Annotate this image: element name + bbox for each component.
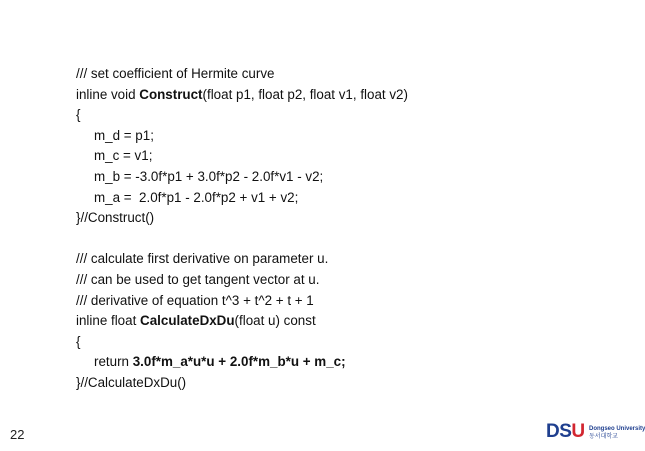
university-logo bbox=[546, 421, 645, 445]
return-expression: 3.0f*m_a*u*u + 2.0f*m_b*u + m_c; bbox=[132, 354, 346, 370]
code-line-blank bbox=[76, 229, 408, 250]
logo-letter-u: U bbox=[571, 421, 585, 442]
logo-letters bbox=[546, 421, 585, 443]
code-line bbox=[76, 85, 408, 106]
code-listing bbox=[76, 64, 408, 394]
function-name-construct: Construct bbox=[139, 86, 203, 102]
code-text: { bbox=[76, 333, 81, 349]
code-line bbox=[76, 373, 408, 394]
code-text: m_b = -3.0f*p1 + 3.0f*p2 - 2.0f*v1 - v2; bbox=[94, 168, 324, 184]
code-text: }//Construct() bbox=[76, 210, 155, 226]
page-number: 22 bbox=[10, 427, 25, 442]
code-line bbox=[76, 208, 408, 229]
comment-text: /// can be used to get tangent vector at u. bbox=[76, 271, 320, 287]
code-line bbox=[76, 188, 408, 209]
code-text: inline void bbox=[76, 86, 140, 102]
comment-text: /// derivative of equation t^3 + t^2 + t + 1 bbox=[76, 292, 314, 308]
logo-university-name-korean: 동서대학교 bbox=[589, 434, 618, 440]
comment-text: /// set coefficient of Hermite curve bbox=[76, 66, 275, 81]
logo-university-name: Dongseo University bbox=[589, 426, 645, 432]
code-line bbox=[76, 105, 408, 126]
logo-letter-d: D bbox=[546, 421, 560, 442]
code-text: inline float bbox=[76, 313, 141, 329]
code-line bbox=[76, 146, 408, 167]
code-text: m_c = v1; bbox=[94, 148, 153, 164]
code-line bbox=[76, 270, 408, 291]
logo-letter-s: S bbox=[559, 421, 572, 442]
code-line bbox=[76, 126, 408, 147]
code-text: return bbox=[94, 354, 133, 370]
code-text: (float p1, float p2, float v1, float v2) bbox=[202, 86, 408, 102]
code-line bbox=[76, 332, 408, 353]
code-text: { bbox=[76, 107, 81, 123]
code-text: m_a = 2.0f*p1 - 2.0f*p2 + v1 + v2; bbox=[94, 189, 299, 205]
function-name-calculatedxdu: CalculateDxDu bbox=[140, 313, 235, 329]
code-line bbox=[76, 64, 408, 85]
code-line bbox=[76, 249, 408, 270]
code-line bbox=[76, 167, 408, 188]
code-line bbox=[76, 352, 408, 373]
code-line bbox=[76, 291, 408, 312]
code-text: }//CalculateDxDu() bbox=[76, 374, 187, 390]
code-text: (float u) const bbox=[234, 313, 316, 329]
code-line bbox=[76, 311, 408, 332]
comment-text: /// calculate first derivative on parameter u. bbox=[76, 251, 329, 267]
code-text: m_d = p1; bbox=[94, 127, 154, 143]
